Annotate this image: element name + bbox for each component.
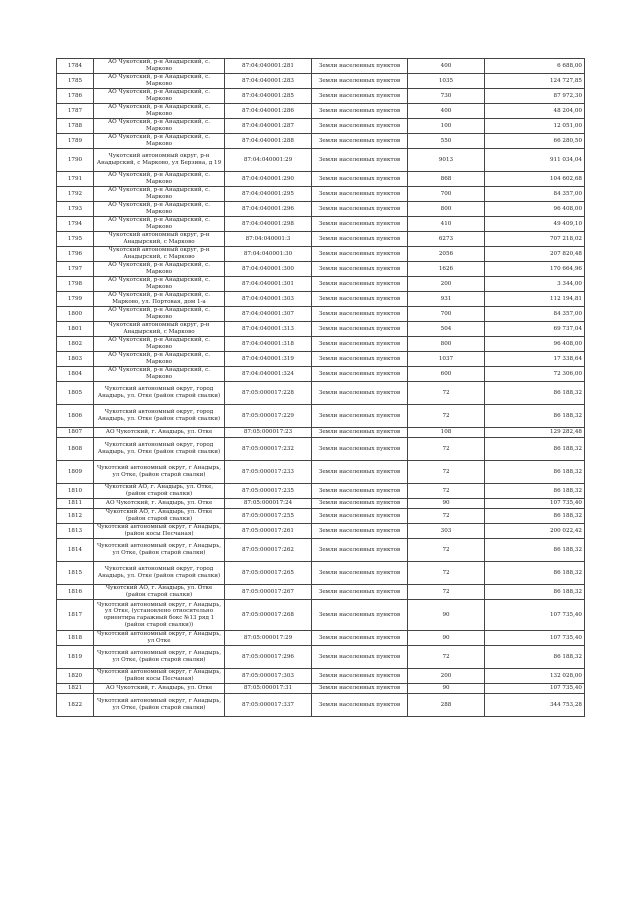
table-body xyxy=(57,59,585,717)
cadastral-value-cell: 86 188,32 xyxy=(485,438,585,461)
land-category-cell: Земли населенных пунктов xyxy=(312,484,408,499)
address-cell: Чукотский автономный округ, город Анадырь, ул. Отке (район старой свалки) xyxy=(94,405,225,428)
table-row xyxy=(57,631,585,646)
cadastral-value-cell: 124 727,85 xyxy=(485,74,585,89)
table-row xyxy=(57,382,585,405)
cadastral-value-cell: 86 188,32 xyxy=(485,585,585,600)
address-cell: АО Чукотский, р-н Анадырский, с. Марково xyxy=(94,89,225,104)
cadastral-value-cell: 911 034,04 xyxy=(485,149,585,172)
address-cell: Чукотский АО, г. Анадырь, ул. Отке (район старой свалки) xyxy=(94,509,225,524)
area-cell: 400 xyxy=(408,104,485,119)
row-number-cell: 1815 xyxy=(57,562,94,585)
table-row xyxy=(57,187,585,202)
row-number-cell: 1799 xyxy=(57,292,94,307)
row-number-cell: 1796 xyxy=(57,247,94,262)
land-category-cell: Земли населенных пунктов xyxy=(312,262,408,277)
table-row xyxy=(57,405,585,428)
address-cell: АО Чукотский, г. Анадырь, ул. Отке xyxy=(94,684,225,694)
address-cell: АО Чукотский, р-н Анадырский, с. Марково xyxy=(94,367,225,382)
land-category-cell: Земли населенных пунктов xyxy=(312,104,408,119)
row-number-cell: 1788 xyxy=(57,119,94,134)
cadastral-number-cell: 87:04:040001:318 xyxy=(225,337,312,352)
row-number-cell: 1790 xyxy=(57,149,94,172)
cadastral-value-cell: 107 735,40 xyxy=(485,684,585,694)
land-registry-page xyxy=(56,58,584,717)
row-number-cell: 1814 xyxy=(57,539,94,562)
address-cell: Чукотский автономный округ, г Анадырь, ул Отке, (район старой свалки) xyxy=(94,694,225,717)
cadastral-value-cell: 6 688,00 xyxy=(485,59,585,74)
cadastral-value-cell: 86 188,32 xyxy=(485,461,585,484)
row-number-cell: 1793 xyxy=(57,202,94,217)
cadastral-number-cell: 87:05:000017:255 xyxy=(225,509,312,524)
address-cell: Чукотский автономный округ, город Анадырь, ул. Отке (район старой свалки) xyxy=(94,382,225,405)
table-row xyxy=(57,277,585,292)
land-plots-table xyxy=(56,58,585,717)
row-number-cell: 1791 xyxy=(57,172,94,187)
address-cell: Чукотский автономный округ, р-н Анадырский, с Марково, ул Берзина, д 19 xyxy=(94,149,225,172)
row-number-cell: 1821 xyxy=(57,684,94,694)
row-number-cell: 1785 xyxy=(57,74,94,89)
land-category-cell: Земли населенных пунктов xyxy=(312,119,408,134)
area-cell: 600 xyxy=(408,367,485,382)
cadastral-value-cell: 72 306,00 xyxy=(485,367,585,382)
cadastral-number-cell: 87:05:000017:235 xyxy=(225,484,312,499)
row-number-cell: 1808 xyxy=(57,438,94,461)
cadastral-number-cell: 87:04:040001:303 xyxy=(225,292,312,307)
cadastral-value-cell: 200 022,42 xyxy=(485,524,585,539)
row-number-cell: 1794 xyxy=(57,217,94,232)
address-cell: Чукотский автономный округ, г Анадырь, ул Отке, (район старой свалки) xyxy=(94,646,225,669)
address-cell: АО Чукотский, р-н Анадырский, с. Марково xyxy=(94,172,225,187)
row-number-cell: 1806 xyxy=(57,405,94,428)
cadastral-number-cell: 87:04:040001:286 xyxy=(225,104,312,119)
table-row xyxy=(57,172,585,187)
table-row xyxy=(57,74,585,89)
cadastral-number-cell: 87:04:040001:307 xyxy=(225,307,312,322)
cadastral-number-cell: 87:05:000017:262 xyxy=(225,539,312,562)
row-number-cell: 1812 xyxy=(57,509,94,524)
cadastral-number-cell: 87:04:040001:30 xyxy=(225,247,312,262)
area-cell: 400 xyxy=(408,59,485,74)
table-row xyxy=(57,669,585,684)
cadastral-value-cell: 112 194,81 xyxy=(485,292,585,307)
table-row xyxy=(57,119,585,134)
address-cell: Чукотский АО, г. Анадырь, ул. Отке, (район старой свалки) xyxy=(94,484,225,499)
cadastral-number-cell: 87:05:000017:268 xyxy=(225,600,312,631)
cadastral-number-cell: 87:05:000017:267 xyxy=(225,585,312,600)
cadastral-number-cell: 87:04:040001:283 xyxy=(225,74,312,89)
row-number-cell: 1819 xyxy=(57,646,94,669)
row-number-cell: 1803 xyxy=(57,352,94,367)
address-cell: АО Чукотский, г. Анадырь, ул. Отке xyxy=(94,499,225,509)
row-number-cell: 1822 xyxy=(57,694,94,717)
cadastral-value-cell: 69 737,04 xyxy=(485,322,585,337)
row-number-cell: 1809 xyxy=(57,461,94,484)
cadastral-value-cell: 86 188,32 xyxy=(485,509,585,524)
area-cell: 800 xyxy=(408,202,485,217)
cadastral-value-cell: 86 188,32 xyxy=(485,539,585,562)
cadastral-number-cell: 87:04:040001:295 xyxy=(225,187,312,202)
land-category-cell: Земли населенных пунктов xyxy=(312,59,408,74)
row-number-cell: 1801 xyxy=(57,322,94,337)
cadastral-value-cell: 107 735,40 xyxy=(485,631,585,646)
cadastral-number-cell: 87:04:040001:285 xyxy=(225,89,312,104)
area-cell: 288 xyxy=(408,694,485,717)
row-number-cell: 1820 xyxy=(57,669,94,684)
table-row xyxy=(57,539,585,562)
address-cell: Чукотский автономный округ, р-н Анадырский, с Марково xyxy=(94,247,225,262)
address-cell: Чукотский автономный округ, г Анадырь, (район косы Песчаная) xyxy=(94,669,225,684)
cadastral-value-cell: 49 409,10 xyxy=(485,217,585,232)
table-row xyxy=(57,134,585,149)
land-category-cell: Земли населенных пунктов xyxy=(312,461,408,484)
area-cell: 72 xyxy=(408,646,485,669)
address-cell: Чукотский автономный округ, г Анадырь, ул Отке, (установлено относительно ориентира гаражный бокс №13 ряд 1 (район старой свалки)) xyxy=(94,600,225,631)
cadastral-number-cell: 87:04:040001:281 xyxy=(225,59,312,74)
area-cell: 200 xyxy=(408,669,485,684)
table-row xyxy=(57,262,585,277)
address-cell: АО Чукотский, р-н Анадырский, с. Марково xyxy=(94,352,225,367)
row-number-cell: 1816 xyxy=(57,585,94,600)
cadastral-number-cell: 87:05:000017:265 xyxy=(225,562,312,585)
land-category-cell: Земли населенных пунктов xyxy=(312,202,408,217)
area-cell: 72 xyxy=(408,461,485,484)
land-category-cell: Земли населенных пунктов xyxy=(312,669,408,684)
area-cell: 90 xyxy=(408,631,485,646)
land-category-cell: Земли населенных пунктов xyxy=(312,247,408,262)
land-category-cell: Земли населенных пунктов xyxy=(312,277,408,292)
cadastral-value-cell: 48 204,00 xyxy=(485,104,585,119)
land-category-cell: Земли населенных пунктов xyxy=(312,438,408,461)
land-category-cell: Земли населенных пунктов xyxy=(312,684,408,694)
row-number-cell: 1811 xyxy=(57,499,94,509)
area-cell: 72 xyxy=(408,562,485,585)
land-category-cell: Земли населенных пунктов xyxy=(312,307,408,322)
table-row xyxy=(57,337,585,352)
cadastral-number-cell: 87:04:040001:290 xyxy=(225,172,312,187)
cadastral-value-cell: 84 357,00 xyxy=(485,307,585,322)
cadastral-number-cell: 87:04:040001:298 xyxy=(225,217,312,232)
address-cell: АО Чукотский, р-н Анадырский, с. Марково xyxy=(94,187,225,202)
area-cell: 72 xyxy=(408,438,485,461)
area-cell: 100 xyxy=(408,119,485,134)
cadastral-value-cell: 84 357,00 xyxy=(485,187,585,202)
cadastral-number-cell: 87:04:040001:324 xyxy=(225,367,312,382)
land-category-cell: Земли населенных пунктов xyxy=(312,562,408,585)
cadastral-value-cell: 86 188,32 xyxy=(485,646,585,669)
table-row xyxy=(57,307,585,322)
cadastral-value-cell: 96 408,00 xyxy=(485,202,585,217)
table-row xyxy=(57,646,585,669)
table-row xyxy=(57,428,585,438)
area-cell: 72 xyxy=(408,585,485,600)
area-cell: 90 xyxy=(408,684,485,694)
table-row xyxy=(57,367,585,382)
cadastral-value-cell: 96 408,00 xyxy=(485,337,585,352)
land-category-cell: Земли населенных пунктов xyxy=(312,292,408,307)
address-cell: Чукотский автономный округ, г Анадырь, ул Отке, (район старой свалки) xyxy=(94,461,225,484)
area-cell: 1037 xyxy=(408,352,485,367)
address-cell: АО Чукотский, р-н Анадырский, с. Марково xyxy=(94,307,225,322)
area-cell: 504 xyxy=(408,322,485,337)
row-number-cell: 1789 xyxy=(57,134,94,149)
address-cell: Чукотский автономный округ, город Анадырь, ул. Отке (район старой свалки) xyxy=(94,438,225,461)
land-category-cell: Земли населенных пунктов xyxy=(312,539,408,562)
cadastral-number-cell: 87:05:000017:303 xyxy=(225,669,312,684)
area-cell: 868 xyxy=(408,172,485,187)
area-cell: 72 xyxy=(408,509,485,524)
cadastral-number-cell: 87:05:000017:23 xyxy=(225,428,312,438)
area-cell: 90 xyxy=(408,499,485,509)
cadastral-value-cell: 207 820,48 xyxy=(485,247,585,262)
cadastral-number-cell: 87:04:040001:29 xyxy=(225,149,312,172)
table-row xyxy=(57,484,585,499)
row-number-cell: 1784 xyxy=(57,59,94,74)
address-cell: АО Чукотский, р-н Анадырский, с. Марково xyxy=(94,277,225,292)
area-cell: 700 xyxy=(408,187,485,202)
table-row xyxy=(57,352,585,367)
row-number-cell: 1817 xyxy=(57,600,94,631)
address-cell: АО Чукотский, р-н Анадырский, с. Марково xyxy=(94,134,225,149)
cadastral-value-cell: 86 188,32 xyxy=(485,382,585,405)
land-category-cell: Земли населенных пунктов xyxy=(312,367,408,382)
area-cell: 700 xyxy=(408,307,485,322)
row-number-cell: 1804 xyxy=(57,367,94,382)
land-category-cell: Земли населенных пунктов xyxy=(312,149,408,172)
table-row xyxy=(57,438,585,461)
land-category-cell: Земли населенных пунктов xyxy=(312,524,408,539)
land-category-cell: Земли населенных пунктов xyxy=(312,217,408,232)
address-cell: Чукотский АО, г. Анадырь, ул. Отке (район старой свалки) xyxy=(94,585,225,600)
row-number-cell: 1807 xyxy=(57,428,94,438)
area-cell: 410 xyxy=(408,217,485,232)
cadastral-value-cell: 170 664,96 xyxy=(485,262,585,277)
address-cell: АО Чукотский, р-н Анадырский, с. Марково xyxy=(94,59,225,74)
table-row xyxy=(57,461,585,484)
area-cell: 72 xyxy=(408,539,485,562)
table-row xyxy=(57,292,585,307)
land-category-cell: Земли населенных пунктов xyxy=(312,499,408,509)
table-row xyxy=(57,89,585,104)
address-cell: Чукотский автономный округ, г Анадырь, ул Отке xyxy=(94,631,225,646)
cadastral-value-cell: 107 735,40 xyxy=(485,600,585,631)
land-category-cell: Земли населенных пунктов xyxy=(312,89,408,104)
land-category-cell: Земли населенных пунктов xyxy=(312,631,408,646)
land-category-cell: Земли населенных пунктов xyxy=(312,694,408,717)
address-cell: АО Чукотский, р-н Анадырский, с. Марково xyxy=(94,217,225,232)
cadastral-value-cell: 86 188,32 xyxy=(485,484,585,499)
area-cell: 2056 xyxy=(408,247,485,262)
land-category-cell: Земли населенных пунктов xyxy=(312,405,408,428)
cadastral-value-cell: 107 735,40 xyxy=(485,499,585,509)
table-row xyxy=(57,684,585,694)
area-cell: 550 xyxy=(408,134,485,149)
row-number-cell: 1792 xyxy=(57,187,94,202)
area-cell: 108 xyxy=(408,428,485,438)
area-cell: 200 xyxy=(408,277,485,292)
cadastral-value-cell: 344 753,28 xyxy=(485,694,585,717)
land-category-cell: Земли населенных пунктов xyxy=(312,232,408,247)
row-number-cell: 1802 xyxy=(57,337,94,352)
address-cell: АО Чукотский, р-н Анадырский, с. Марково xyxy=(94,104,225,119)
land-category-cell: Земли населенных пунктов xyxy=(312,646,408,669)
row-number-cell: 1810 xyxy=(57,484,94,499)
cadastral-number-cell: 87:05:000017:31 xyxy=(225,684,312,694)
area-cell: 730 xyxy=(408,89,485,104)
cadastral-number-cell: 87:04:040001:313 xyxy=(225,322,312,337)
cadastral-number-cell: 87:05:000017:24 xyxy=(225,499,312,509)
land-category-cell: Земли населенных пунктов xyxy=(312,322,408,337)
table-row xyxy=(57,149,585,172)
land-category-cell: Земли населенных пунктов xyxy=(312,600,408,631)
cadastral-value-cell: 66 280,50 xyxy=(485,134,585,149)
area-cell: 90 xyxy=(408,600,485,631)
land-category-cell: Земли населенных пунктов xyxy=(312,337,408,352)
cadastral-number-cell: 87:04:040001:300 xyxy=(225,262,312,277)
row-number-cell: 1818 xyxy=(57,631,94,646)
cadastral-value-cell: 3 344,00 xyxy=(485,277,585,292)
area-cell: 72 xyxy=(408,484,485,499)
row-number-cell: 1798 xyxy=(57,277,94,292)
address-cell: Чукотский автономный округ, г Анадырь, ул Отке, (район старой свалки) xyxy=(94,539,225,562)
cadastral-number-cell: 87:04:040001:319 xyxy=(225,352,312,367)
row-number-cell: 1805 xyxy=(57,382,94,405)
area-cell: 1626 xyxy=(408,262,485,277)
area-cell: 1035 xyxy=(408,74,485,89)
area-cell: 9013 xyxy=(408,149,485,172)
table-row xyxy=(57,585,585,600)
area-cell: 72 xyxy=(408,405,485,428)
land-category-cell: Земли населенных пунктов xyxy=(312,172,408,187)
land-category-cell: Земли населенных пунктов xyxy=(312,428,408,438)
row-number-cell: 1786 xyxy=(57,89,94,104)
cadastral-number-cell: 87:05:000017:232 xyxy=(225,438,312,461)
address-cell: АО Чукотский, р-н Анадырский, с. Марково xyxy=(94,337,225,352)
cadastral-value-cell: 707 218,02 xyxy=(485,232,585,247)
land-category-cell: Земли населенных пунктов xyxy=(312,509,408,524)
table-row xyxy=(57,247,585,262)
address-cell: Чукотский автономный округ, г Анадырь, (район косы Песчаная) xyxy=(94,524,225,539)
row-number-cell: 1795 xyxy=(57,232,94,247)
address-cell: Чукотский автономный округ, р-н Анадырский, с Марково xyxy=(94,232,225,247)
land-category-cell: Земли населенных пунктов xyxy=(312,134,408,149)
cadastral-number-cell: 87:05:000017:29 xyxy=(225,631,312,646)
table-row xyxy=(57,562,585,585)
land-category-cell: Земли населенных пунктов xyxy=(312,382,408,405)
row-number-cell: 1787 xyxy=(57,104,94,119)
address-cell: АО Чукотский, р-н Анадырский, с. Марково xyxy=(94,262,225,277)
cadastral-number-cell: 87:04:040001:3 xyxy=(225,232,312,247)
table-row xyxy=(57,59,585,74)
land-category-cell: Земли населенных пунктов xyxy=(312,74,408,89)
cadastral-value-cell: 87 972,30 xyxy=(485,89,585,104)
area-cell: 303 xyxy=(408,524,485,539)
cadastral-value-cell: 132 028,00 xyxy=(485,669,585,684)
table-row xyxy=(57,322,585,337)
cadastral-number-cell: 87:05:000017:261 xyxy=(225,524,312,539)
area-cell: 800 xyxy=(408,337,485,352)
address-cell: АО Чукотский, р-н Анадырский, с. Марково xyxy=(94,74,225,89)
cadastral-number-cell: 87:05:000017:337 xyxy=(225,694,312,717)
cadastral-number-cell: 87:04:040001:296 xyxy=(225,202,312,217)
table-row xyxy=(57,509,585,524)
table-row xyxy=(57,694,585,717)
cadastral-number-cell: 87:04:040001:287 xyxy=(225,119,312,134)
table-row xyxy=(57,524,585,539)
cadastral-number-cell: 87:05:000017:228 xyxy=(225,382,312,405)
table-row xyxy=(57,600,585,631)
cadastral-value-cell: 17 338,64 xyxy=(485,352,585,367)
table-row xyxy=(57,202,585,217)
cadastral-number-cell: 87:04:040001:301 xyxy=(225,277,312,292)
cadastral-value-cell: 86 188,32 xyxy=(485,405,585,428)
cadastral-value-cell: 12 051,00 xyxy=(485,119,585,134)
row-number-cell: 1797 xyxy=(57,262,94,277)
table-row xyxy=(57,232,585,247)
land-category-cell: Земли населенных пунктов xyxy=(312,585,408,600)
cadastral-number-cell: 87:05:000017:233 xyxy=(225,461,312,484)
row-number-cell: 1813 xyxy=(57,524,94,539)
table-row xyxy=(57,499,585,509)
address-cell: АО Чукотский, р-н Анадырский, с. Марково xyxy=(94,119,225,134)
table-row xyxy=(57,104,585,119)
address-cell: Чукотский автономный округ, р-н Анадырский, с Марково xyxy=(94,322,225,337)
address-cell: АО Чукотский, р-н Анадырский, с. Марково xyxy=(94,202,225,217)
table-row xyxy=(57,217,585,232)
land-category-cell: Земли населенных пунктов xyxy=(312,187,408,202)
address-cell: АО Чукотский, р-н Анадырский, с. Марково, ул. Портовая, дом 1-а xyxy=(94,292,225,307)
cadastral-number-cell: 87:04:040001:288 xyxy=(225,134,312,149)
cadastral-value-cell: 104 602,68 xyxy=(485,172,585,187)
address-cell: АО Чукотский, г. Анадырь, ул. Отке xyxy=(94,428,225,438)
land-category-cell: Земли населенных пунктов xyxy=(312,352,408,367)
cadastral-number-cell: 87:05:000017:229 xyxy=(225,405,312,428)
address-cell: Чукотский автономный округ, город Анадырь, ул. Отке (район старой свалки) xyxy=(94,562,225,585)
cadastral-number-cell: 87:05:000017:296 xyxy=(225,646,312,669)
cadastral-value-cell: 129 282,48 xyxy=(485,428,585,438)
row-number-cell: 1800 xyxy=(57,307,94,322)
area-cell: 72 xyxy=(408,382,485,405)
cadastral-value-cell: 86 188,32 xyxy=(485,562,585,585)
area-cell: 6273 xyxy=(408,232,485,247)
area-cell: 931 xyxy=(408,292,485,307)
